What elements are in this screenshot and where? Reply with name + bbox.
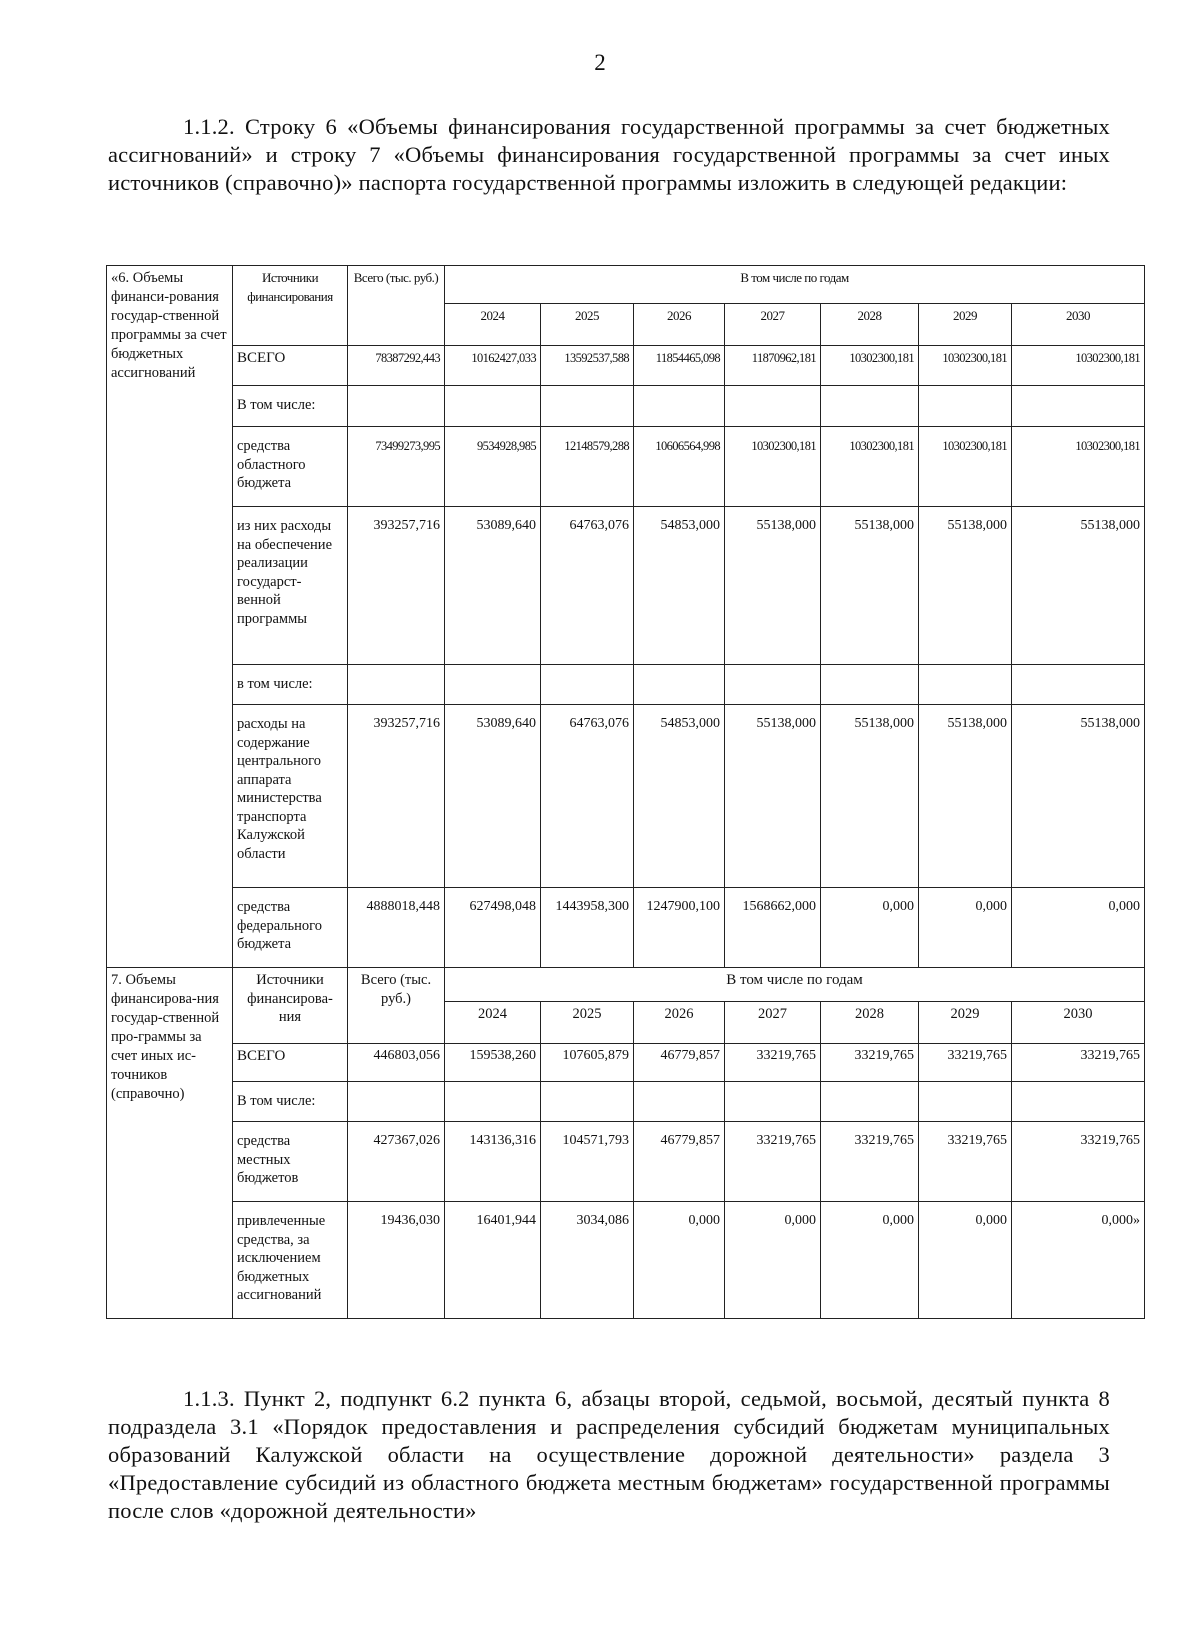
row-source: расходы на содержание центрального аппарата министерства транспорта Калужской области xyxy=(233,705,348,888)
row-value-2028: 10302300,181 xyxy=(821,427,919,507)
row-value-2024: 16401,944 xyxy=(445,1202,541,1319)
row-value-2029: 55138,000 xyxy=(919,507,1012,665)
table-row xyxy=(107,507,1145,665)
row-value-2027: 10302300,181 xyxy=(725,427,821,507)
t7-year-2029: 2029 xyxy=(919,1002,1012,1044)
row-value-2029: 10302300,181 xyxy=(919,346,1012,386)
table-row xyxy=(107,665,1145,705)
row-source: из них расходы на обеспечение реализации государст-венной программы xyxy=(233,507,348,665)
row-value-2026: 46779,857 xyxy=(634,1044,725,1082)
row6-label: «6. Объемы финанси-рования государ-ственной программы за счет бюджетных ассигнований xyxy=(107,266,233,968)
row-value-2025: 64763,076 xyxy=(541,705,634,888)
table-row xyxy=(107,346,1145,386)
t6-header-by-years: В том числе по годам xyxy=(445,266,1145,304)
row-value-2025: 107605,879 xyxy=(541,1044,634,1082)
table-row xyxy=(107,705,1145,888)
t6-year-2027: 2027 xyxy=(725,304,821,346)
row-value-2024: 627498,048 xyxy=(445,888,541,968)
row-value-2026: 10606564,998 xyxy=(634,427,725,507)
row-total: 4888018,448 xyxy=(348,888,445,968)
row-value-2027: 55138,000 xyxy=(725,507,821,665)
row-value-2026: 54853,000 xyxy=(634,507,725,665)
page-number: 2 xyxy=(594,50,606,75)
row-value-2024: 53089,640 xyxy=(445,705,541,888)
row-value-2025: 104571,793 xyxy=(541,1122,634,1202)
table-row xyxy=(107,1122,1145,1202)
row-value-2029: 0,000 xyxy=(919,888,1012,968)
t6-header-total: Всего (тыс. руб.) xyxy=(348,266,445,346)
row-value-2029: 0,000 xyxy=(919,1202,1012,1319)
row-value-2027: 33219,765 xyxy=(725,1122,821,1202)
t6-year-2029: 2029 xyxy=(919,304,1012,346)
t6-year-2028: 2028 xyxy=(821,304,919,346)
table-row xyxy=(107,386,1145,427)
row-value-2025: 3034,086 xyxy=(541,1202,634,1319)
table-row xyxy=(107,1202,1145,1319)
row-value-2028: 10302300,181 xyxy=(821,346,919,386)
row-value-2027: 0,000 xyxy=(725,1202,821,1319)
table-row xyxy=(107,427,1145,507)
row-value-2030: 33219,765 xyxy=(1012,1044,1145,1082)
row-value-2024: 9534928,985 xyxy=(445,427,541,507)
row-value-2027: 55138,000 xyxy=(725,705,821,888)
row-value-2030: 55138,000 xyxy=(1012,507,1145,665)
row-source: привлеченные средства, за исключением бюджетных ассигнований xyxy=(233,1202,348,1319)
row-total: 427367,026 xyxy=(348,1122,445,1202)
row-value-2028: 55138,000 xyxy=(821,507,919,665)
row-source: В том числе: xyxy=(233,1082,348,1122)
row-value-2029: 55138,000 xyxy=(919,705,1012,888)
t6-year-2025: 2025 xyxy=(541,304,634,346)
table-row xyxy=(107,888,1145,968)
t7-year-2027: 2027 xyxy=(725,1002,821,1044)
row-source: В том числе: xyxy=(233,386,348,427)
row-value-2030: 10302300,181 xyxy=(1012,427,1145,507)
row-value-2027: 11870962,181 xyxy=(725,346,821,386)
row-value-2024: 159538,260 xyxy=(445,1044,541,1082)
t7-year-2026: 2026 xyxy=(634,1002,725,1044)
row-value-2027: 1568662,000 xyxy=(725,888,821,968)
row-value-2025: 13592537,588 xyxy=(541,346,634,386)
t6-year-2026: 2026 xyxy=(634,304,725,346)
row-value-2028: 55138,000 xyxy=(821,705,919,888)
t7-header-sources: Источники финансирова-ния xyxy=(233,968,348,1044)
row-value-2029: 33219,765 xyxy=(919,1122,1012,1202)
row-source: ВСЕГО xyxy=(233,1044,348,1082)
row-value-2030: 10302300,181 xyxy=(1012,346,1145,386)
row-value-2026: 11854465,098 xyxy=(634,346,725,386)
row-value-2026: 1247900,100 xyxy=(634,888,725,968)
row-value-2028: 0,000 xyxy=(821,1202,919,1319)
t6-header-sources: Источники финансирования xyxy=(233,266,348,346)
budget-table xyxy=(106,265,1145,1319)
row-total: 73499273,995 xyxy=(348,427,445,507)
paragraph-1-1-3: 1.1.3. Пункт 2, подпункт 6.2 пункта 6, абзацы второй, седьмой, восьмой, десятый пункта 8 подраздела 3.1 «Порядок предоставления и распределения субсидий бюджетам муниципальных образований Калужской области на осуществление дорожной деятельности» раздела 3 «Предоставление субсидий из областного бюджета местным бюджетам» государственной программы после слов «дорожной деятельности» xyxy=(108,1386,1110,1523)
t7-year-2030: 2030 xyxy=(1012,1002,1145,1044)
t7-year-2024: 2024 xyxy=(445,1002,541,1044)
row-source: ВСЕГО xyxy=(233,346,348,386)
row-value-2028: 33219,765 xyxy=(821,1122,919,1202)
row-value-2030: 55138,000 xyxy=(1012,705,1145,888)
row-source: средства областного бюджета xyxy=(233,427,348,507)
row-source: в том числе: xyxy=(233,665,348,705)
row-value-2026: 54853,000 xyxy=(634,705,725,888)
row-value-2025: 1443958,300 xyxy=(541,888,634,968)
row-value-2025: 12148579,288 xyxy=(541,427,634,507)
row-total: 19436,030 xyxy=(348,1202,445,1319)
row-value-2030: 0,000 xyxy=(1012,888,1145,968)
t6-year-2030: 2030 xyxy=(1012,304,1145,346)
table-row xyxy=(107,1044,1145,1082)
row-value-2025: 64763,076 xyxy=(541,507,634,665)
row-value-2028: 33219,765 xyxy=(821,1044,919,1082)
paragraph-1-1-2: 1.1.2. Строку 6 «Объемы финансирования государственной программы за счет бюджетных ассигнований» и строку 7 «Объемы финансирования государственной программы за счет иных источников (справочно)» паспорта государственной программы изложить в следующей редакции: xyxy=(108,114,1110,195)
row-total: 393257,716 xyxy=(348,507,445,665)
row-value-2029: 10302300,181 xyxy=(919,427,1012,507)
row-total: 446803,056 xyxy=(348,1044,445,1082)
row7-label: 7. Объемы финансирова-ния государ-ственной про-граммы за счет иных ис-точников (справочно) xyxy=(107,968,233,1319)
row-source: средства федерального бюджета xyxy=(233,888,348,968)
row-value-2024: 53089,640 xyxy=(445,507,541,665)
row-value-2024: 143136,316 xyxy=(445,1122,541,1202)
row-value-2030: 33219,765 xyxy=(1012,1122,1145,1202)
row-value-2024: 10162427,033 xyxy=(445,346,541,386)
row-value-2026: 46779,857 xyxy=(634,1122,725,1202)
row-value-2026: 0,000 xyxy=(634,1202,725,1319)
t7-header-by-years: В том числе по годам xyxy=(445,968,1145,1002)
row-total: 393257,716 xyxy=(348,705,445,888)
row-value-2030: 0,000» xyxy=(1012,1202,1145,1319)
t7-header-total: Всего (тыс. руб.) xyxy=(348,968,445,1044)
row-value-2027: 33219,765 xyxy=(725,1044,821,1082)
row-value-2028: 0,000 xyxy=(821,888,919,968)
row-total: 78387292,443 xyxy=(348,346,445,386)
table-row xyxy=(107,1082,1145,1122)
row-value-2029: 33219,765 xyxy=(919,1044,1012,1082)
t7-year-2025: 2025 xyxy=(541,1002,634,1044)
t6-year-2024: 2024 xyxy=(445,304,541,346)
row-source: средства местных бюджетов xyxy=(233,1122,348,1202)
t7-year-2028: 2028 xyxy=(821,1002,919,1044)
